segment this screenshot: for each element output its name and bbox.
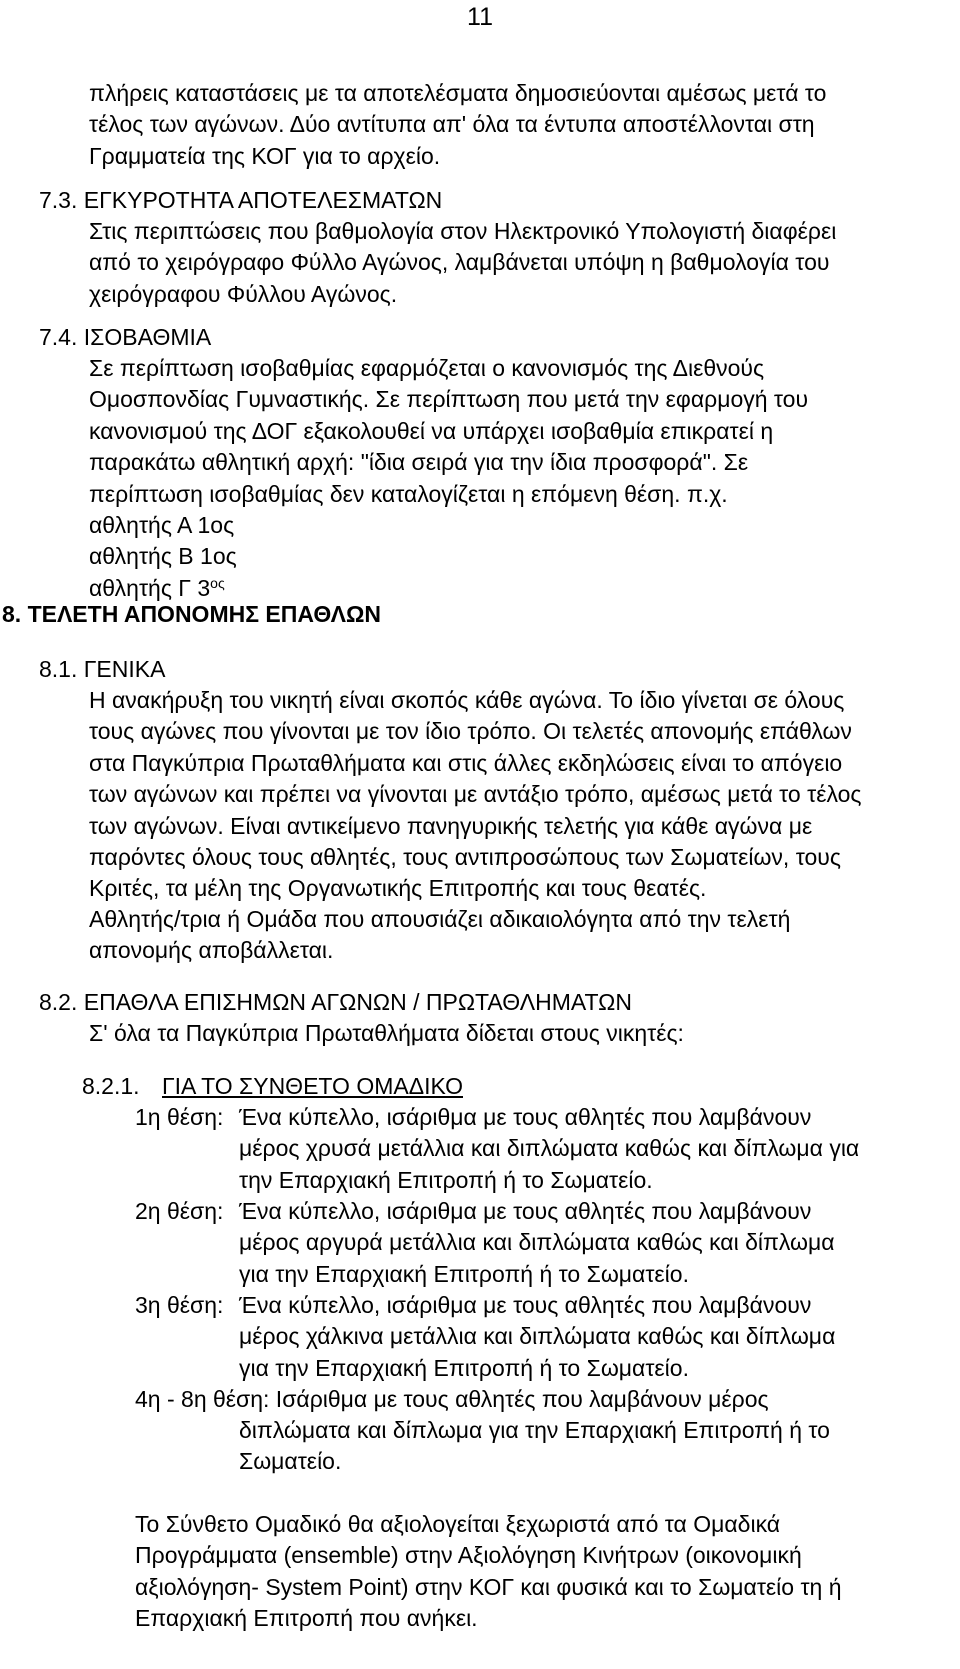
section-8-2-1-number (82, 1071, 140, 1102)
section-8-1-heading (39, 654, 165, 685)
section-heading: 7.4. ΙΣΟΒΑΘΜΙΑ (39, 324, 212, 350)
text-line: Ομοσπονδίας Γυμναστικής. Σε περίπτωση που μετά την εφαρμογή του (89, 386, 809, 413)
place-1-label: 1η θέση: (135, 1104, 224, 1130)
place-3-text (239, 1290, 835, 1384)
section-heading: 8.2. ΕΠΑΘΛΑ ΕΠΙΣΗΜΩΝ ΑΓΩΝΩΝ / ΠΡΩΤΑΘΛΗΜΑΤΩΝ (39, 989, 632, 1015)
text-line: παρακάτω αθλητική αρχή: "ίδια σειρά για την ίδια προσφορά". Σε (89, 449, 749, 476)
text-line: Αθλητής/τρια ή Ομάδα που απουσιάζει αδικαιολόγητα από την τελετή (89, 906, 791, 932)
text-line: τέλος των αγώνων. Δύο αντίτυπα απ' όλα τα έντυπα αποστέλλονται στη (89, 111, 815, 138)
text-line: απονομής αποβάλλεται. (89, 937, 334, 964)
text-line: των αγώνων. Είναι αντικείμενο πανηγυρικής τελετής για κάθε αγώνα με (89, 812, 813, 839)
text-line: την Επαρχιακή Επιτροπή ή το Σωματείο. (239, 1166, 653, 1193)
section-title: ΓΙΑ ΤΟ ΣΥΝΘΕΤΟ ΟΜΑΔΙΚΟ (162, 1073, 463, 1099)
section-7-3-heading (39, 185, 442, 216)
place-1-text (239, 1102, 859, 1196)
text-line: στα Παγκύπρια Πρωταθλήματα και στις άλλες εκδηλώσεις είναι το απόγειο (89, 749, 843, 776)
text-line: αθλητής Α 1ος (89, 512, 235, 539)
section-8-2-body (89, 1018, 684, 1049)
section-7-4-heading (39, 322, 211, 353)
text-line: Στις περιπτώσεις που βαθμολογία στον Ηλεκτρονικό Υπολογιστή διαφέρει (89, 218, 837, 244)
page-number: 11 (467, 3, 493, 31)
text-line: τους αγώνες που γίνονται με τον ίδιο τρόπο. Οι τελετές απονομής επάθλων (89, 718, 852, 745)
text-fragment: αθλητής Γ 3 (89, 574, 211, 601)
text-line: Το Σύνθετο Ομαδικό θα αξιολογείται ξεχωριστά από τα Ομαδικά (135, 1511, 781, 1537)
text-line: Σωματείο. (239, 1448, 342, 1475)
text-line: Γραμματεία της ΚΟΓ για το αρχείο. (89, 142, 441, 169)
text-line: των αγώνων και πρέπει να γίνονται με αντάξιο τρόπο, αμέσως μετά το τέλος (89, 781, 862, 808)
section-8-heading (2, 599, 381, 630)
text-line: Η ανακήρυξη του νικητή είναι σκοπός κάθε αγώνα. Το ίδιο γίνεται σε όλους (89, 687, 845, 713)
text-line: μέρος χάλκινα μετάλλια και διπλώματα καθώς και δίπλωμα (239, 1323, 836, 1350)
text-line: Κριτές, τα μέλη της Οργανωτικής Επιτροπής και τους θεατές. (89, 875, 707, 902)
text-line: μέρος χρυσά μετάλλια και διπλώματα καθώς και δίπλωμα για (239, 1135, 860, 1162)
text-line: Σε περίπτωση ισοβαθμίας εφαρμόζεται ο κανονισμός της Διεθνούς (89, 355, 765, 381)
text-line: κανονισμού της ΔΟΓ εξακολουθεί να υπάρχει ισοβαθμία επικρατεί η (89, 417, 774, 444)
text-line: Ένα κύπελλο, ισάριθμα με τους αθλητές που λαμβάνουν (239, 1104, 812, 1130)
section-7-4-body (89, 353, 808, 604)
section-8-1-body (89, 685, 861, 905)
section-number: 8.2.1. (82, 1073, 140, 1099)
text-line: Προγράμματα (ensemble) στην Αξιολόγηση Κινήτρων (οικονομική (135, 1542, 802, 1569)
text-line: αθλητής Β 1ος (89, 543, 237, 570)
section-8-2-1-title (162, 1071, 463, 1102)
text-line: για την Επαρχιακή Επιτροπή ή το Σωματείο. (239, 1260, 689, 1287)
superscript: ος (210, 574, 225, 591)
text-line: πλήρεις καταστάσεις με τα αποτελέσματα δημοσιεύονται αμέσως μετά το (89, 80, 827, 106)
place-2-label: 2η θέση: (135, 1198, 224, 1224)
place-4-8-text (239, 1415, 830, 1478)
place-3-label: 3η θέση: (135, 1292, 224, 1318)
section-heading: 8. ΤΕΛΕΤΗ ΑΠΟΝΟΜΗΣ ΕΠΑΘΛΩΝ (2, 601, 382, 627)
text-line: από το χειρόγραφο Φύλλο Αγώνος, λαμβάνεται υπόψη η βαθμολογία του (89, 249, 830, 276)
text-line: για την Επαρχιακή Επιτροπή ή το Σωματείο. (239, 1354, 689, 1381)
place-2-text (239, 1196, 835, 1290)
text-line: περίπτωση ισοβαθμίας δεν καταλογίζεται η επόμενη θέση. π.χ. (89, 480, 728, 507)
text-line: διπλώματα και δίπλωμα για την Επαρχιακή Επιτροπή ή το (239, 1417, 830, 1443)
place-4-8-first-line (135, 1384, 769, 1415)
text-line: μέρος αργυρά μετάλλια και διπλώματα καθώς και δίπλωμα (239, 1229, 835, 1256)
text-line: παρόντες όλους τους αθλητές, τους αντιπροσώπους των Σωματείων, τους (89, 844, 841, 871)
text-line: 4η - 8η θέση: Ισάριθμα με τους αθλητές που λαμβάνουν μέρος (135, 1386, 769, 1412)
closing-paragraph (135, 1509, 842, 1635)
text-line: Ένα κύπελλο, ισάριθμα με τους αθλητές που λαμβάνουν (239, 1292, 812, 1318)
text-line: χειρόγραφου Φύλλου Αγώνος. (89, 280, 398, 307)
text-line: Ένα κύπελλο, ισάριθμα με τους αθλητές που λαμβάνουν (239, 1198, 812, 1224)
section-8-2-heading (39, 987, 632, 1018)
intro-paragraph (89, 78, 826, 172)
section-8-1-paragraph-2 (89, 904, 790, 967)
section-heading: 8.1. ΓΕΝΙΚΑ (39, 656, 166, 682)
text-line: Σ' όλα τα Παγκύπρια Πρωταθλήματα δίδεται στους νικητές: (89, 1020, 684, 1046)
text-line: Επαρχιακή Επιτροπή που ανήκει. (135, 1605, 478, 1632)
text-line: αξιολόγηση- System Point) στην ΚΟΓ και φυσικά και το Σωματείο τη ή (135, 1573, 842, 1600)
section-7-3-body (89, 216, 836, 310)
section-heading: 7.3. ΕΓΚΥΡΟΤΗΤΑ ΑΠΟΤΕΛΕΣΜΑΤΩΝ (39, 187, 443, 213)
